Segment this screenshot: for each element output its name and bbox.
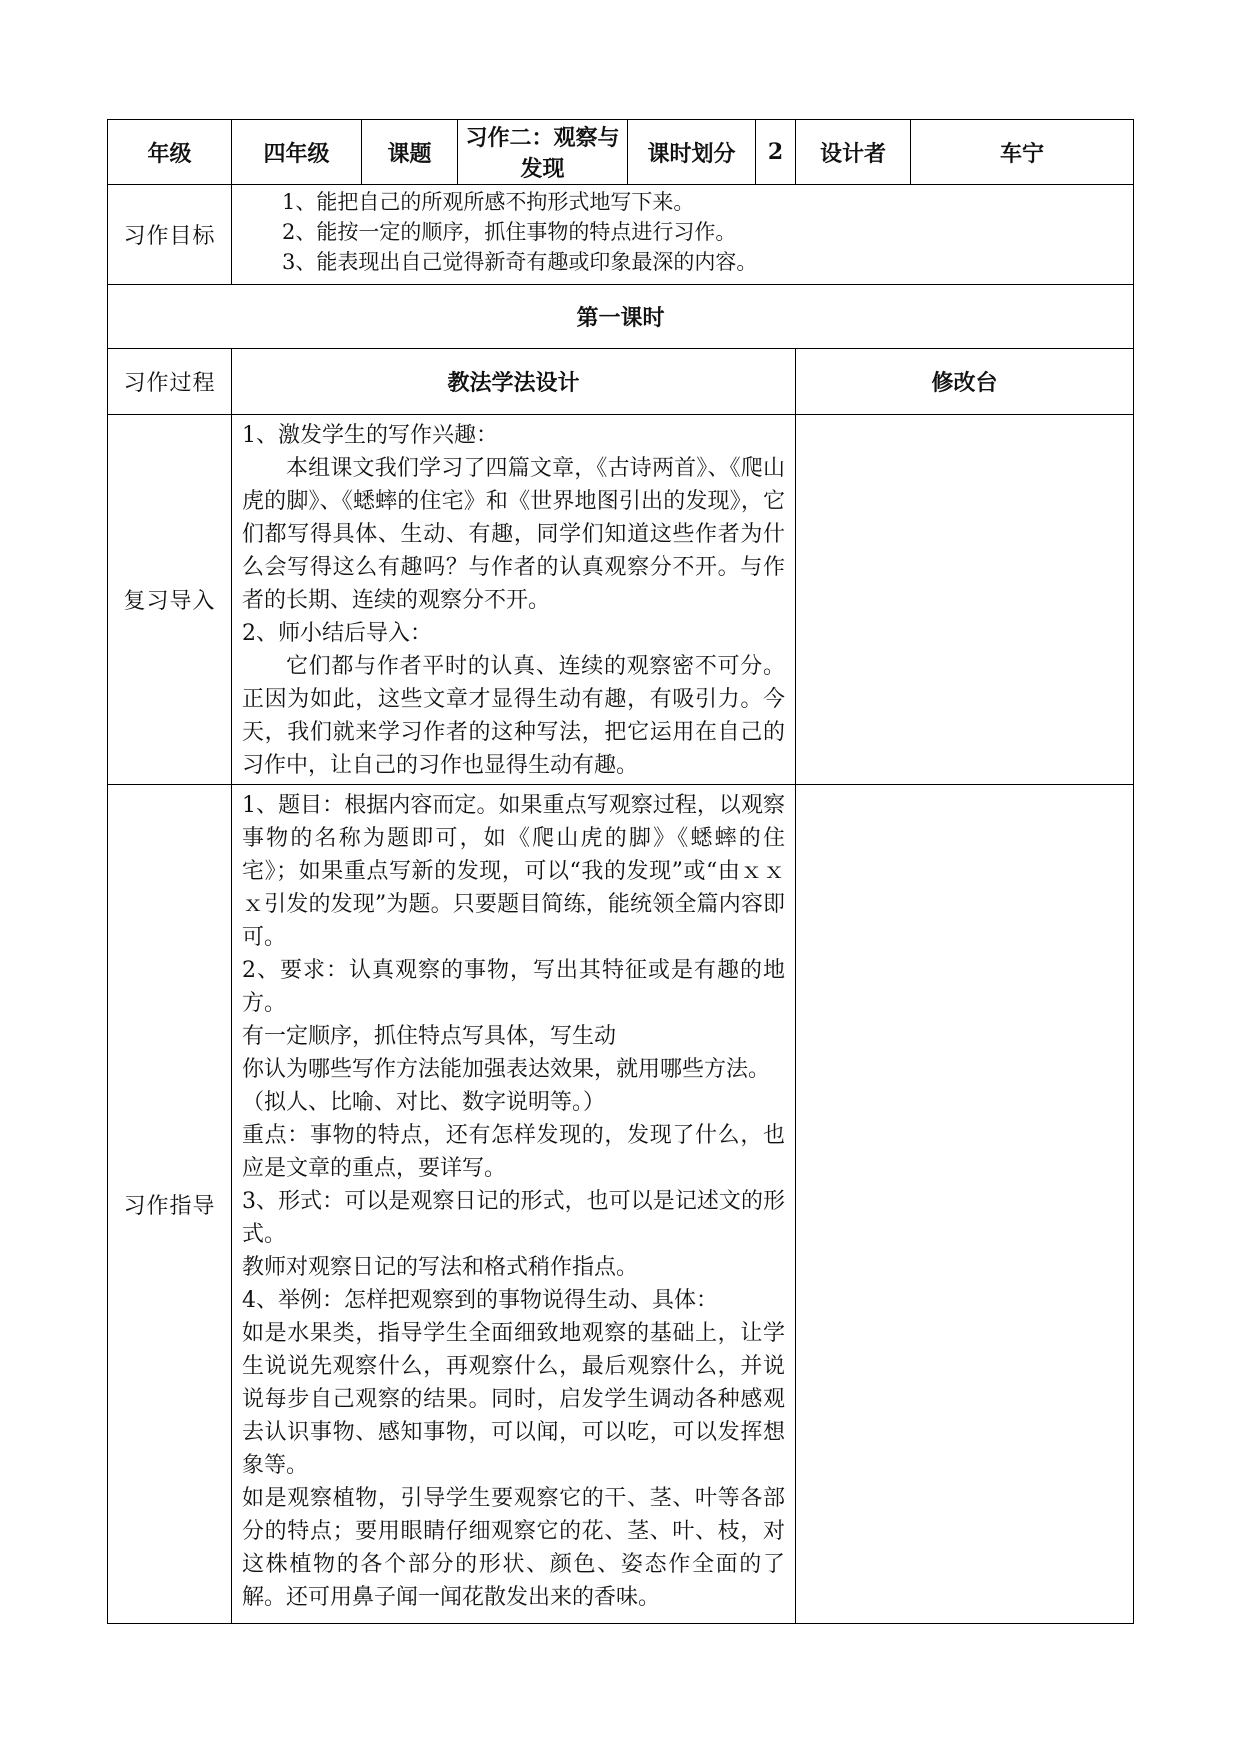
header-row <box>108 120 1134 185</box>
review-content <box>232 415 796 785</box>
review-paragraph: 本组课文我们学习了四篇文章，《古诗两首》、《爬山虎的脚》、《蟋蟀的住宅》和《世界地图引出的发现》，它们都写得具体、生动、有趣，同学们知道这些作者为什么会写得这么有趣吗？与作者的认真观察分不开。与作者的长期、连续的观察分不开。 <box>242 456 785 613</box>
guide-paragraph: 3、形式：可以是观察日记的形式，也可以是记述文的形式。 <box>242 1189 785 1247</box>
guide-content <box>232 785 796 1624</box>
topic-value: 习作二：观察与发现 <box>458 120 628 185</box>
review-row <box>108 415 1134 785</box>
guide-row <box>108 785 1134 1624</box>
grade-value: 四年级 <box>232 120 362 185</box>
goal-item: 2、能按一定的顺序，抓住事物的特点进行习作。 <box>282 220 737 244</box>
goals-label: 习作目标 <box>108 185 232 285</box>
guide-paragraph: 1、题目：根据内容而定。如果重点写观察过程，以观察事物的名称为题即可，如《爬山虎的脚》《蟋蟀的住宅》；如果重点写新的发现，可以“我的发现”或“由ｘｘｘ引发的发现”为题。只要题目简练，能统领全篇内容即可。 <box>242 793 785 950</box>
lesson-plan-table <box>107 119 1134 1624</box>
guide-paragraph: 重点：事物的特点，还有怎样发现的，发现了什么，也应是文章的重点，要详写。 <box>242 1123 785 1181</box>
grade-label: 年级 <box>108 120 232 185</box>
guide-paragraph: 教师对观察日记的写法和格式稍作指点。 <box>242 1255 639 1280</box>
topic-label: 课题 <box>362 120 458 185</box>
lesson-title: 第一课时 <box>108 285 1134 349</box>
review-label: 复习导入 <box>108 415 232 785</box>
guide-paragraph: 你认为哪些写作方法能加强表达效果，就用哪些方法。 <box>242 1057 771 1082</box>
process-header-row <box>108 349 1134 415</box>
goal-item: 3、能表现出自己觉得新奇有趣或印象最深的内容。 <box>282 250 758 274</box>
revision-header: 修改台 <box>796 349 1134 415</box>
guide-paragraph: 2、要求：认真观察的事物，写出其特征或是有趣的地方。 <box>242 958 785 1016</box>
guide-paragraph: 4、举例：怎样把观察到的事物说得生动、具体： <box>242 1288 718 1313</box>
review-paragraph: 1、激发学生的写作兴趣： <box>242 423 498 448</box>
guide-paragraph: 如是水果类，指导学生全面细致地观察的基础上，让学生说说先观察什么，再观察什么，最后观察什么，并说说每步自己观察的结果。同时，启发学生调动各种感观去认识事物、感知事物，可以闻，可以吃，可以发挥想象等。 <box>242 1321 785 1478</box>
goals-list <box>232 185 1134 285</box>
process-label: 习作过程 <box>108 349 232 415</box>
review-revision-cell <box>796 415 1134 785</box>
lesson-title-row <box>108 285 1134 349</box>
periods-value: 2 <box>756 120 796 185</box>
guide-paragraph: 如是观察植物，引导学生要观察它的干、茎、叶等各部分的特点；要用眼睛仔细观察它的花、茎、叶、枝，对这株植物的各个部分的形状、颜色、姿态作全面的了解。还可用鼻子闻一闻花散发出来的香味。 <box>242 1486 785 1610</box>
guide-paragraph: 有一定顺序，抓住特点写具体，写生动 <box>242 1024 617 1049</box>
review-paragraph: 2、师小结后导入： <box>242 621 432 646</box>
design-header: 教法学法设计 <box>232 349 796 415</box>
goal-item: 1、能把自己的所观所感不拘形式地写下来。 <box>282 190 695 214</box>
review-paragraph: 它们都与作者平时的认真、连续的观察密不可分。正因为如此，这些文章才显得生动有趣，有吸引力。今天，我们就来学习作者的这种写法，把它运用在自己的习作中，让自己的习作也显得生动有趣。 <box>242 654 785 778</box>
periods-label: 课时划分 <box>628 120 756 185</box>
goals-row <box>108 185 1134 285</box>
designer-label: 设计者 <box>796 120 911 185</box>
guide-revision-cell <box>796 785 1134 1624</box>
designer-value: 车宁 <box>911 120 1134 185</box>
guide-paragraph: （拟人、比喻、对比、数字说明等。） <box>242 1090 606 1115</box>
guide-label: 习作指导 <box>108 785 232 1624</box>
